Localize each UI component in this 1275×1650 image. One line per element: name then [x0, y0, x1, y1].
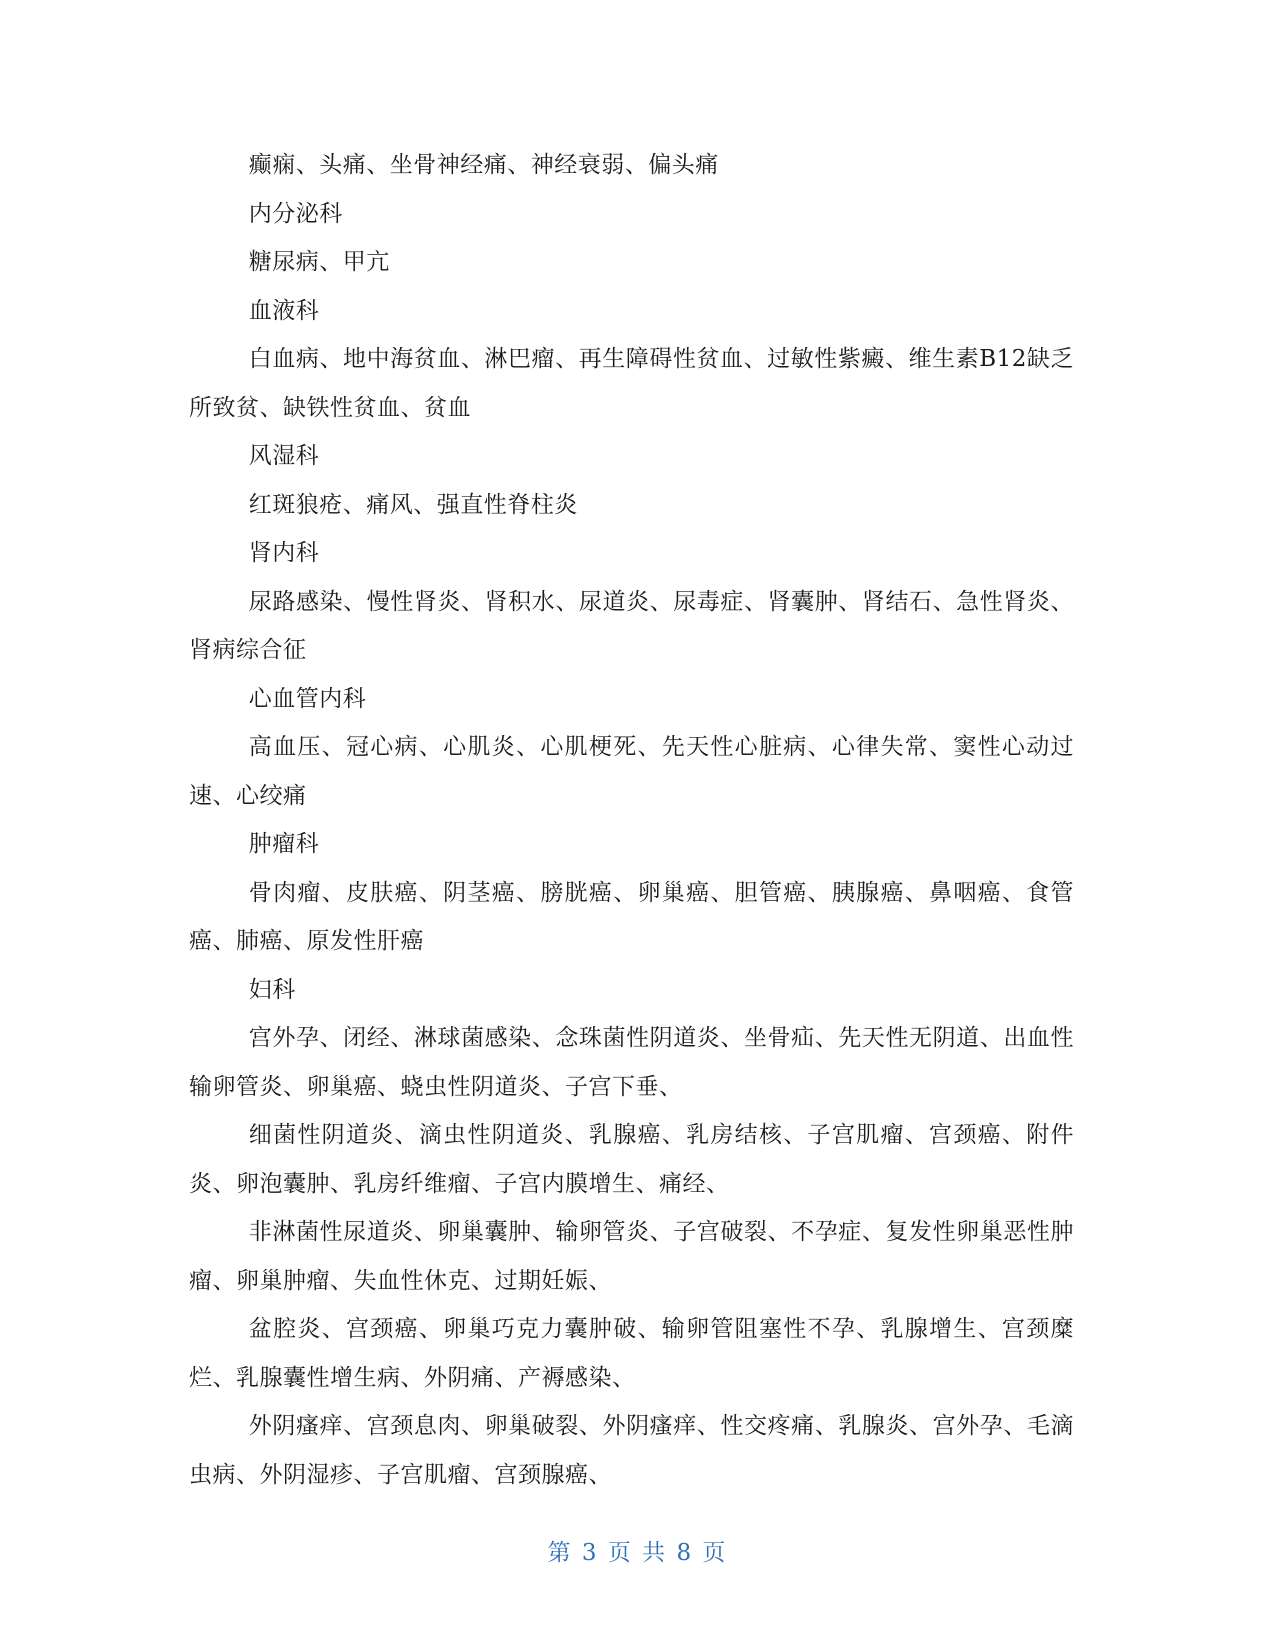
paragraph: 尿路感染、慢性肾炎、肾积水、尿道炎、尿毒症、肾囊肿、肾结石、急性肾炎、肾病综合征	[189, 588, 1074, 663]
paragraph: 癫痫、头痛、坐骨神经痛、神经衰弱、偏头痛	[248, 152, 719, 178]
section-heading: 风湿科	[248, 443, 320, 469]
section-heading: 内分泌科	[248, 200, 343, 227]
section-heading: 肿瘤科	[248, 831, 320, 857]
paragraph: 红斑狼疮、痛风、强直性脊柱炎	[248, 491, 578, 518]
document-body	[189, 141, 1074, 1499]
paragraph: 非淋菌性尿道炎、卵巢囊肿、输卵管炎、子宫破裂、不孕症、复发性卵巢恶性肿瘤、卵巢肿瘤、失血性休克、过期妊娠、	[189, 1219, 1074, 1294]
section-heading: 肾内科	[248, 540, 320, 566]
paragraph: 白血病、地中海贫血、淋巴瘤、再生障碍性贫血、过敏性紫癜、维生素B12缺乏所致贫、缺铁性贫血、贫血	[189, 346, 1074, 421]
paragraph: 盆腔炎、宫颈癌、卵巢巧克力囊肿破、输卵管阻塞性不孕、乳腺增生、宫颈糜烂、乳腺囊性增生病、外阴痛、产褥感染、	[189, 1316, 1074, 1391]
page-number-footer: 第 3 页 共 8 页	[547, 1540, 728, 1566]
paragraph: 细菌性阴道炎、滴虫性阴道炎、乳腺癌、乳房结核、子宫肌瘤、宫颈癌、附件炎、卵泡囊肿、乳房纤维瘤、子宫内膜增生、痛经、	[189, 1122, 1074, 1197]
paragraph: 宫外孕、闭经、淋球菌感染、念珠菌性阴道炎、坐骨疝、先天性无阴道、出血性输卵管炎、卵巢癌、蛲虫性阴道炎、子宫下垂、	[189, 1025, 1074, 1100]
paragraph: 糖尿病、甲亢	[248, 249, 390, 275]
section-heading: 心血管内科	[248, 685, 367, 712]
paragraph: 骨肉瘤、皮肤癌、阴茎癌、膀胱癌、卵巢癌、胆管癌、胰腺癌、鼻咽癌、食管癌、肺癌、原发性肝癌	[189, 879, 1074, 954]
section-heading: 妇科	[248, 976, 296, 1003]
paragraph: 高血压、冠心病、心肌炎、心肌梗死、先天性心脏病、心律失常、窦性心动过速、心绞痛	[189, 734, 1074, 809]
paragraph: 外阴瘙痒、宫颈息肉、卵巢破裂、外阴瘙痒、性交疼痛、乳腺炎、宫外孕、毛滴虫病、外阴湿疹、子宫肌瘤、宫颈腺癌、	[189, 1413, 1074, 1488]
section-heading: 血液科	[248, 297, 320, 324]
